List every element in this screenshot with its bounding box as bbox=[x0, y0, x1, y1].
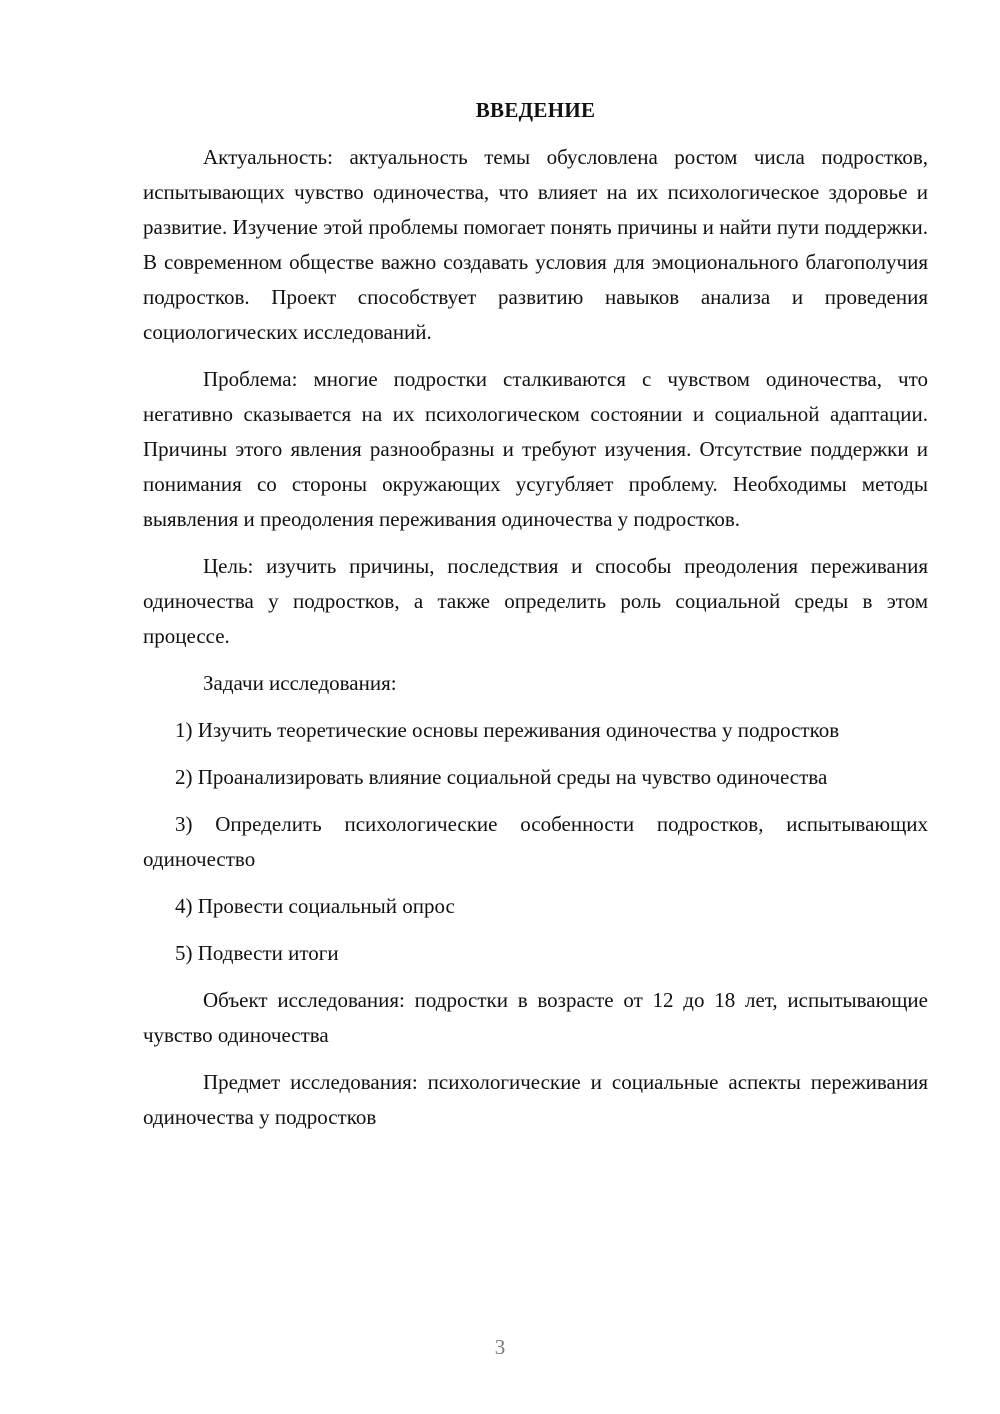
page-content bbox=[143, 93, 928, 1135]
task-item: 5) Подвести итоги bbox=[175, 941, 339, 965]
tasks-heading: Задачи исследования: bbox=[203, 671, 397, 695]
task-item: 4) Провести социальный опрос bbox=[175, 894, 455, 918]
task-item: 1) Изучить теоретические основы переживания одиночества у подростков bbox=[175, 718, 840, 742]
page-number: 3 bbox=[494, 1335, 506, 1359]
paragraph-goal: Цель: изучить причины, последствия и способы преодоления переживания одиночества у подростков, а также определить роль социальной среды в этом процессе. bbox=[143, 554, 928, 648]
paragraph-relevance: Актуальность: актуальность темы обусловлена ростом числа подростков, испытывающих чувство одиночества, что влияет на их психологическое здоровье и развитие. Изучение этой проблемы помогает понять причины и найти пути поддержки. В современном обществе важно создавать условия для эмоционального благополучия подростков. Проект способствует развитию навыков анализа и проведения социологических исследований. bbox=[143, 145, 928, 344]
page-title: ВВЕДЕНИЕ bbox=[475, 98, 596, 122]
task-item: 3) Определить психологические особенности подростков, испытывающих одиночество bbox=[143, 812, 928, 871]
paragraph-problem: Проблема: многие подростки сталкиваются с чувством одиночества, что негативно сказывается на их психологическом состоянии и социальной адаптации. Причины этого явления разнообразны и требуют изучения. Отсутствие поддержки и понимания со стороны окружающих усугубляет проблему. Необходимы методы выявления и преодоления переживания одиночества у подростков. bbox=[143, 367, 928, 531]
paragraph-subject: Предмет исследования: психологические и социальные аспекты переживания одиночества у подростков bbox=[143, 1070, 928, 1129]
paragraph-object: Объект исследования: подростки в возрасте от 12 до 18 лет, испытывающие чувство одиночества bbox=[143, 988, 928, 1047]
task-item: 2) Проанализировать влияние социальной среды на чувство одиночества bbox=[175, 765, 828, 789]
